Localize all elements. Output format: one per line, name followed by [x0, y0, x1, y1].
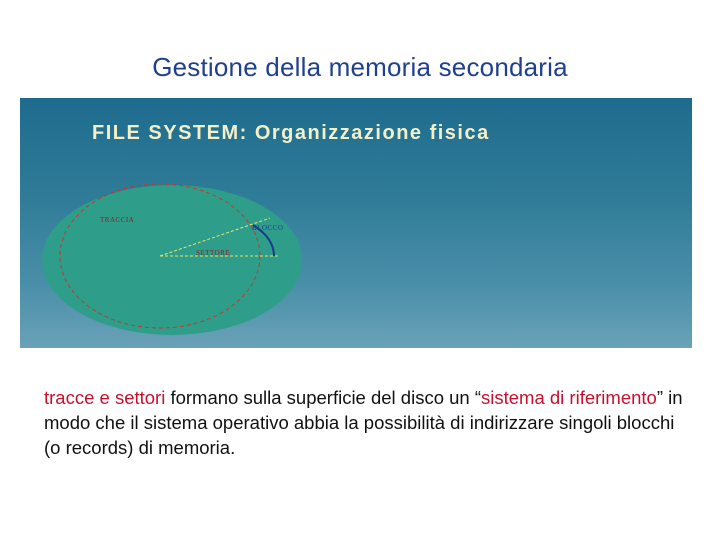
track-label: TRACCIA — [100, 216, 135, 224]
body-text-part4: ” in modo che il sistema operativo abbia la possibilità di indirizzare singoli blocchi (o records) di memoria. — [44, 387, 683, 458]
sector-label: SETTORE — [196, 249, 231, 257]
disk-surface — [42, 185, 302, 335]
slide-title: Gestione della memoria secondaria — [152, 52, 568, 82]
figure-header: FILE SYSTEM: Organizzazione fisica — [92, 122, 490, 144]
block-label: BLOCCO — [252, 224, 284, 232]
highlight-tracks-sectors: tracce e settori — [44, 387, 166, 408]
highlight-reference-system: sistema di riferimento — [481, 387, 657, 408]
file-system-figure — [20, 98, 692, 348]
body-paragraph — [44, 385, 684, 460]
body-text-part2: formano sulla superficie del disco un “ — [165, 387, 482, 408]
disk-diagram — [20, 98, 692, 348]
